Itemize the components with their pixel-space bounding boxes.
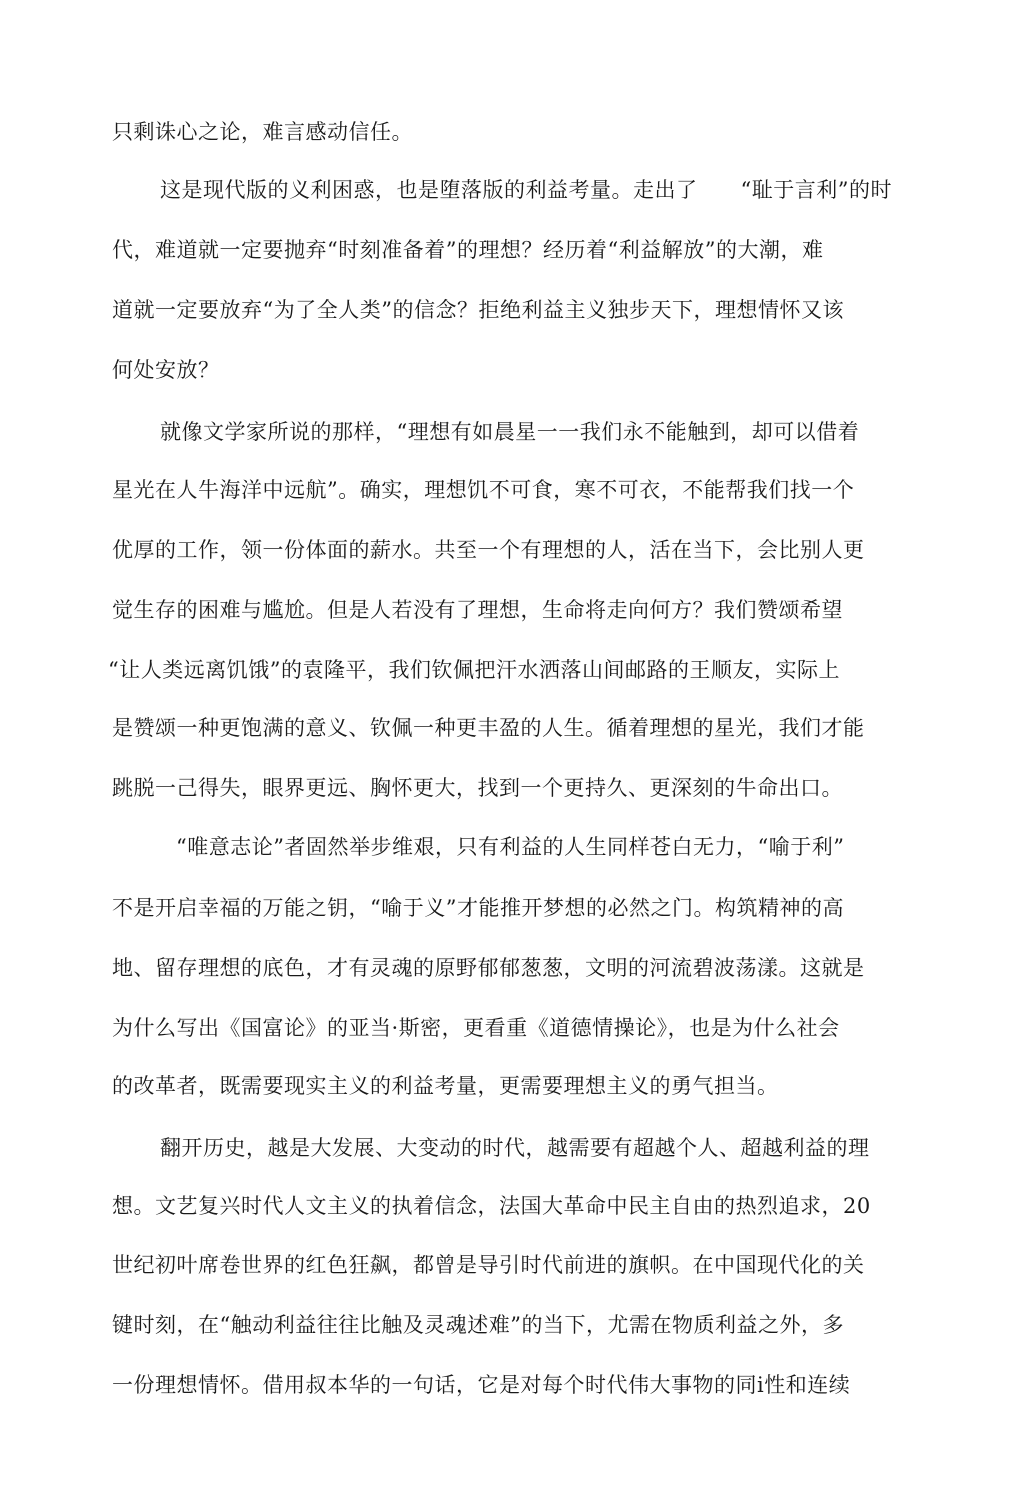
text-line: 世纪初叶席卷世界的红色狂飙，都曾是导引时代前进的旗帜。在中国现代化的关 [112,1253,865,1277]
text-line: “让人类远离饥饿”的袁隆平，我们钦佩把汗水洒落山间邮路的王顺友，实际上 [108,658,840,682]
text-line: 是赞颂一种更饱满的意义、钦佩一种更丰盈的人生。循着理想的星光，我们才能 [112,716,865,740]
text-line: 这是现代版的义利困惑，也是堕落版的利益考量。走出了 “耻于言利”的时 [160,178,892,202]
text-line: 为什么写出《国富论》的亚当·斯密，更看重《道德情操论》，也是为什么社会 [112,1016,840,1040]
text-line: 不是开启幸福的万能之钥，“喻于义”才能推开梦想的必然之门。构筑精神的高 [112,896,844,920]
text-line: 何处安放？ [112,358,220,382]
text-line: 只剩诛心之论，难言感动信任。 [112,120,413,144]
text-line: 就像文学家所说的那样，“理想有如晨星一一我们永不能触到，却可以借着 [160,420,860,444]
text-line: 一份理想情怀。借用叔本华的一句话，它是对每个时代伟大事物的同i性和连续 [112,1373,851,1397]
text-line: “唯意志论”者固然举步维艰，只有利益的人生同样苍白无力，“喻于利” [176,835,845,859]
text-line: 星光在人牛海洋中远航”。确实，理想饥不可食，寒不可衣，不能帮我们找一个 [112,478,855,502]
text-line: 道就一定要放弃“为了全人类”的信念？拒绝利益主义独步天下，理想情怀又该 [112,298,844,322]
text-line: 的改革者，既需要现实主义的利益考量，更需要理想主义的勇气担当。 [112,1074,779,1098]
text-line: 翻开历史，越是大发展、大变动的时代，越需要有超越个人、超越利益的理 [160,1136,870,1160]
text-line: 代，难道就一定要抛弃“时刻准备着”的理想？经历着“利益解放”的大潮，难 [112,238,824,262]
text-line: 跳脱一己得失，眼界更远、胸怀更大，找到一个更持久、更深刻的牛命出口。 [112,776,843,800]
text-line: 想。文艺复兴时代人文主义的执着信念，法国大革命中民主自由的热烈追求，20 [112,1194,871,1218]
text-line: 觉生存的困难与尴尬。但是人若没有了理想，生命将走向何方？我们赞颂希望 [112,598,843,622]
text-line: 键时刻，在“触动利益往往比触及灵魂述难”的当下，尤需在物质利益之外，多 [112,1313,844,1337]
text-line: 地、留存理想的底色，才有灵魂的原野郁郁葱葱，文明的河流碧波荡漾。这就是 [112,956,865,980]
text-line: 优厚的工作，领一份体面的薪水。共至一个有理想的人，活在当下，会比别人更 [112,538,865,562]
